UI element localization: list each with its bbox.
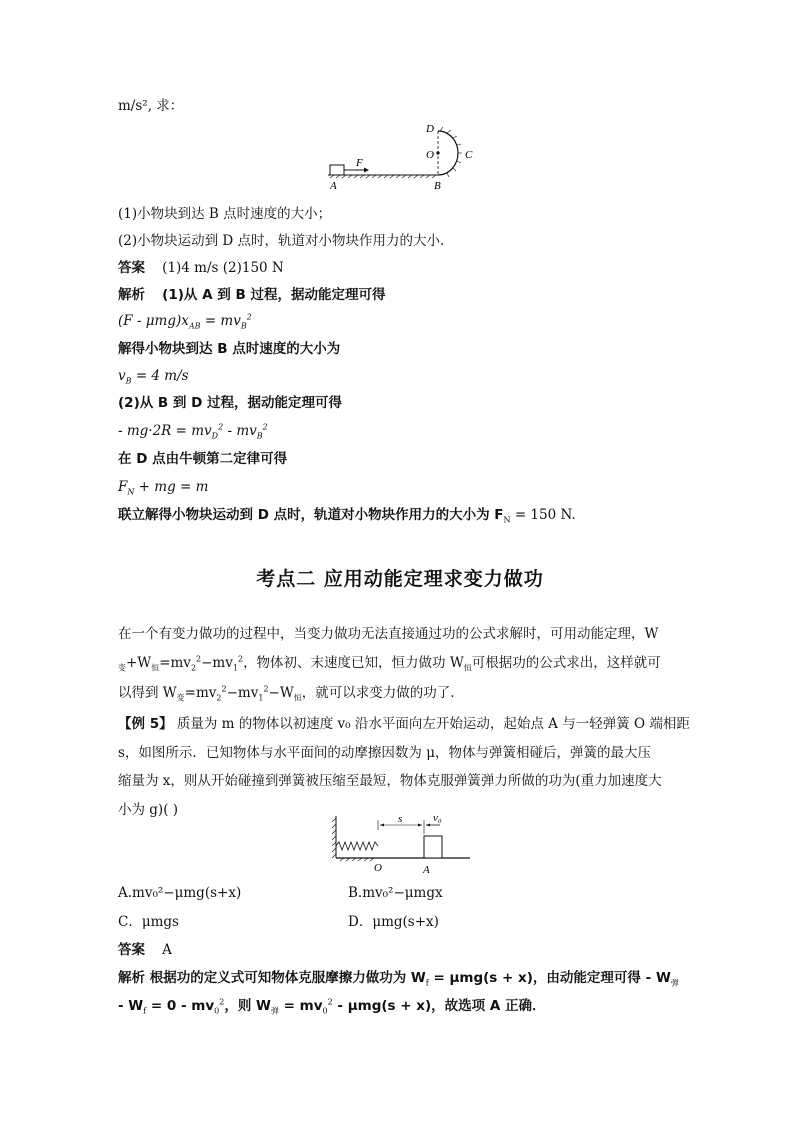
example-line-1: 【例 5】 质量为 m 的物体以初速度 v₀ 沿水平面向左开始运动，起始点 A 与一轻弹簧 O 端相距 — [118, 716, 690, 732]
analysis-2-line-2: - $W_f = 0 - mv_0^2$，则 $W_弹 = mv_0^2 - \mu mg(s + x)$，故选项 A 正确． — [118, 997, 546, 1016]
example-line-3: 缩量为 x，则从开始碰撞到弹簧被压缩至最短，物体克服弹簧弹力所做的功为(重力加速度大 — [118, 773, 662, 789]
example-line-2: s，如图所示．已知物体与水平面间的动摩擦因数为 μ，物体与弹簧相碰后，弹簧的最大压 — [118, 745, 651, 761]
analysis-line-5: (2)从 B 到 D 过程，据动能定理可得 — [118, 395, 343, 411]
para-line-2: $_变+W_恒=mv_2^2-mv_1^2$，物体初、末速度已知，恒力做功 $W_恒$可根据功的公式求出，这样就可 — [118, 654, 661, 673]
label-s: s — [398, 813, 403, 825]
answer-label: 答案 — [118, 260, 145, 276]
answer-2-label: 答案 — [118, 942, 145, 958]
label-O2: O — [374, 862, 382, 874]
analysis-conclusion: 联立解得小物块运动到 D 点时，轨道对小物块作用力的大小为 $F_N = 150$ N. — [118, 507, 576, 525]
analysis-2-label: 解析 — [118, 970, 145, 986]
answer-2-value: A — [162, 942, 172, 958]
label-v0: v₀ — [433, 812, 442, 824]
label-O: O — [426, 149, 434, 161]
analysis-2-line-1: 解析 根据功的定义式可知物体克服摩擦力做功为 $W_f = \mu mg(s + x)$，由动能定理可得 - $W_弹$ — [118, 970, 679, 988]
option-c[interactable]: C．μmgs — [118, 914, 179, 930]
option-row-1 — [118, 883, 241, 903]
track-figure — [320, 118, 490, 196]
answer-2-line — [118, 940, 172, 960]
option-d[interactable]: D．μmg(s+x) — [348, 914, 439, 930]
intro-tail: m/s², 求： — [118, 98, 184, 114]
label-C: C — [465, 149, 473, 161]
option-a[interactable]: A.mv₀²−μmg(s+x) — [118, 885, 242, 901]
label-A: A — [330, 180, 337, 192]
analysis-line-7: 在 D 点由牛顿第二定律可得 — [118, 451, 288, 467]
label-F: F — [356, 157, 363, 169]
analysis-line-1: 解析 (1)从 A 到 B 过程，据动能定理可得 — [118, 287, 386, 303]
analysis-label: 解析 — [118, 287, 145, 303]
example-line-4: 小为 g)( ) — [118, 802, 179, 818]
label-A2: A — [423, 864, 430, 874]
equation-3: - $mg\cdot 2R = mv_D^2 - mv_B^2$ — [118, 422, 268, 441]
spring-figure — [326, 806, 476, 874]
analysis-line-3: 解得小物块到达 B 点时速度的大小为 — [118, 341, 341, 357]
label-B: B — [434, 180, 441, 192]
para-line-1: 在一个有变力做功的过程中，当变力做功无法直接通过功的公式求解时，可用动能定理，W — [118, 626, 659, 642]
answer-line — [118, 258, 284, 278]
equation-2: $v_B = 4$ m/s — [118, 368, 189, 386]
equation-1: $(F - \mu mg)x_{AB} = mv_B^2$ — [118, 312, 252, 331]
section-title: 考点二 应用动能定理求变力做功 — [256, 568, 544, 590]
para-line-3: 以得到 $W_变=mv_2^2-mv_1^2-W_恒$，就可以求变力做的功了. — [118, 684, 455, 703]
answer-text: (1)4 m/s (2)150 N — [162, 260, 284, 276]
equation-4: $F_N$ + mg = m — [118, 479, 209, 497]
option-b[interactable]: B.mv₀²−μmgx — [348, 885, 443, 901]
label-D: D — [426, 123, 434, 135]
example-label: 【例 5】 — [118, 716, 173, 732]
question-2: (2)小物块运动到 D 点时，轨道对小物块作用力的大小. — [118, 233, 445, 249]
question-1: (1)小物块到达 B 点时速度的大小； — [118, 206, 332, 222]
